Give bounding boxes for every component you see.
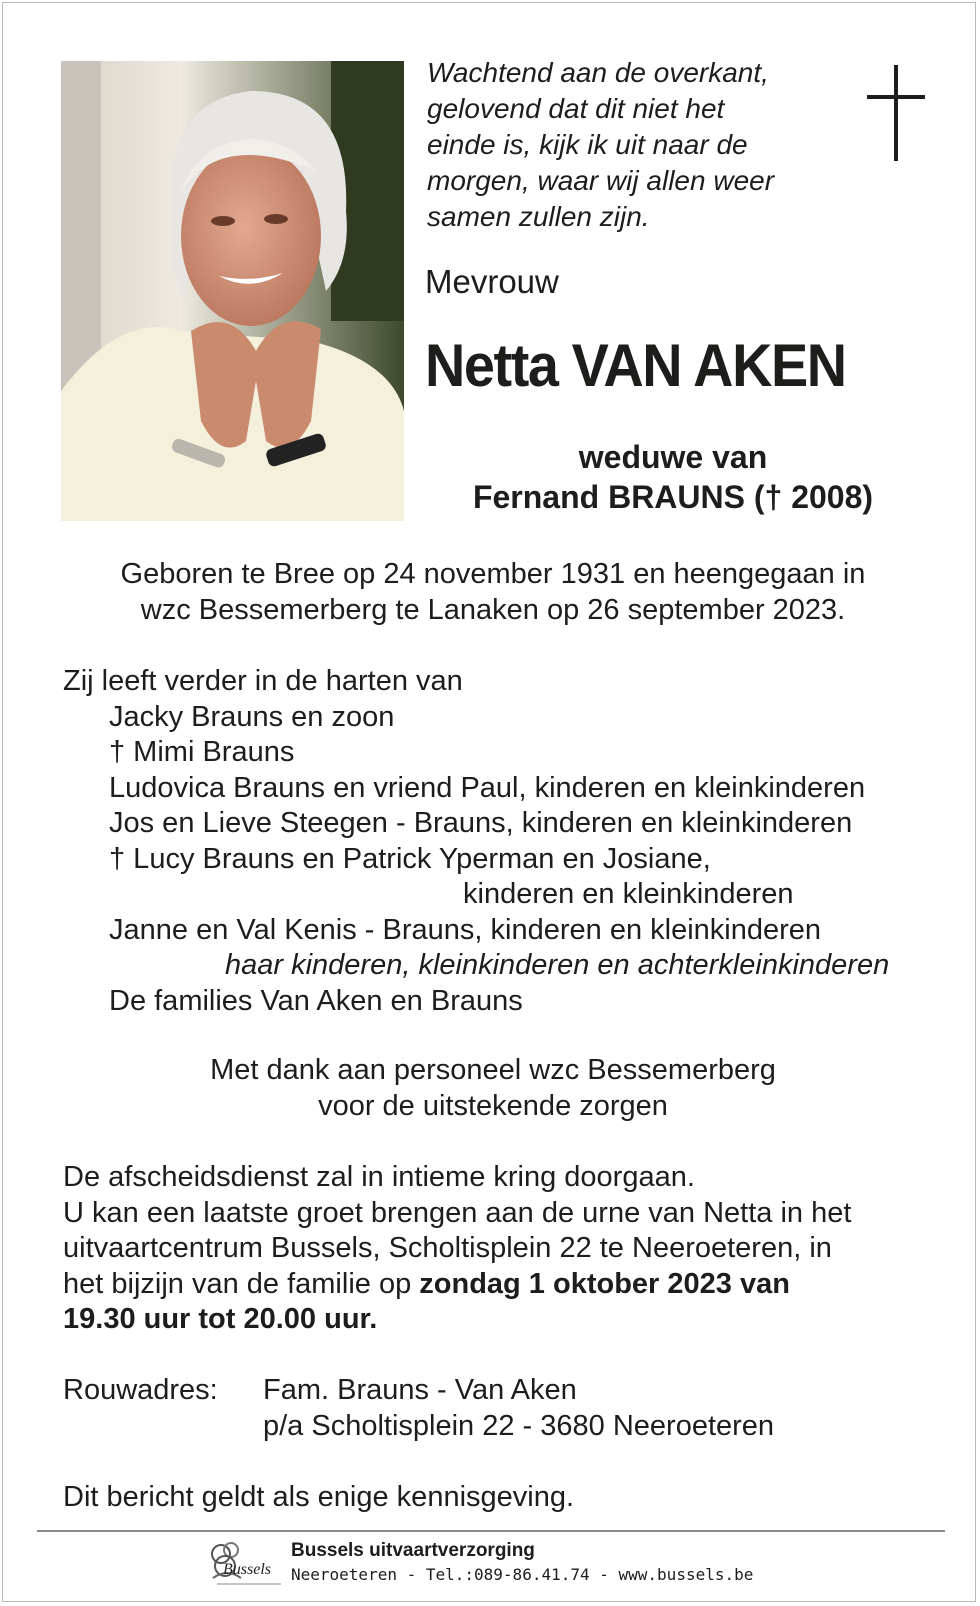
family-member: Janne en Val Kenis - Brauns, kinderen en kleinkinderen — [109, 913, 822, 946]
address-line: Fam. Brauns - Van Aken — [263, 1374, 577, 1406]
obituary-card — [2, 2, 976, 1602]
birth-death-info — [33, 556, 953, 628]
footer-divider — [37, 1530, 945, 1532]
service-info — [63, 1160, 851, 1338]
family-member: † Lucy Brauns en Patrick Yperman en Josiane, — [109, 842, 711, 875]
service-line: U kan een laatste groet brengen aan de urne van Netta in het — [63, 1196, 852, 1229]
quote-line: einde is, kijk ik uit naar de — [427, 129, 748, 160]
funeral-home-name: Bussels uitvaartverzorging — [291, 1540, 535, 1561]
salutation: Mevrouw — [425, 263, 559, 300]
service-time: 19.30 uur tot 20.00 uur. — [63, 1303, 378, 1335]
notice-text: Dit bericht geldt als enige kennisgeving. — [63, 1481, 575, 1513]
service-line: De afscheidsdienst zal in intieme kring doorgaan. — [63, 1161, 695, 1193]
memorial-quote — [427, 55, 847, 235]
bussels-logo-icon — [207, 1538, 285, 1594]
service-line: uitvaartcentrum Bussels, Scholtisplein 22 te Neeroeteren, in — [63, 1232, 832, 1264]
family-intro: Zij leeft verder in de harten van — [63, 665, 463, 697]
family-member: Jos en Lieve Steegen - Brauns, kinderen en kleinkinderen — [109, 807, 853, 839]
service-line — [63, 1267, 851, 1303]
portrait-photo — [61, 61, 404, 521]
family-member: Jacky Brauns en zoon — [109, 700, 395, 733]
service-line — [63, 1302, 851, 1338]
family-list — [63, 664, 889, 1019]
spouse-line: Fernand BRAUNS († 2008) — [472, 479, 874, 515]
family-member: Ludovica Brauns en vriend Paul, kinderen en kleinkinderen — [109, 771, 866, 804]
quote-line: gelovend dat dit niet het — [427, 93, 725, 124]
quote-line: Wachtend aan de overkant, — [427, 57, 769, 88]
thanks-note — [33, 1052, 953, 1124]
quote-line: samen zullen zijn. — [427, 201, 650, 232]
spouse-line: weduwe van — [578, 439, 768, 475]
logo-text: Bussels — [223, 1561, 271, 1578]
address-line: p/a Scholtisplein 22 - 3680 Neeroeteren — [263, 1409, 775, 1442]
thanks-line: Met dank aan personeel wzc Bessemerberg — [210, 1054, 776, 1086]
family-member: haar kinderen, kleinkinderen en achterkleinkinderen — [225, 949, 890, 981]
birth-death-line: Geboren te Bree op 24 november 1931 en heengegaan in — [120, 558, 866, 590]
family-member: † Mimi Brauns — [109, 736, 295, 768]
funeral-home-info — [291, 1539, 753, 1587]
thanks-line: voor de uitstekende zorgen — [318, 1090, 668, 1122]
address-label: Rouwadres: — [63, 1374, 218, 1406]
family-member: kinderen en kleinkinderen — [463, 878, 794, 910]
quote-line: morgen, waar wij allen weer — [427, 165, 775, 196]
cross-icon — [867, 65, 925, 161]
deceased-name: Netta VAN AKEN — [425, 332, 846, 399]
funeral-home-contact: Neeroeteren - Tel.:089-86.41.74 - www.bussels.be — [291, 1565, 754, 1584]
birth-death-line: wzc Bessemerberg te Lanaken op 26 september 2023. — [140, 594, 846, 626]
service-date: zondag 1 oktober 2023 van — [419, 1267, 790, 1300]
spouse-info — [423, 437, 923, 517]
service-text: het bijzijn van de familie op — [63, 1267, 420, 1300]
family-member: De families Van Aken en Brauns — [109, 984, 523, 1017]
